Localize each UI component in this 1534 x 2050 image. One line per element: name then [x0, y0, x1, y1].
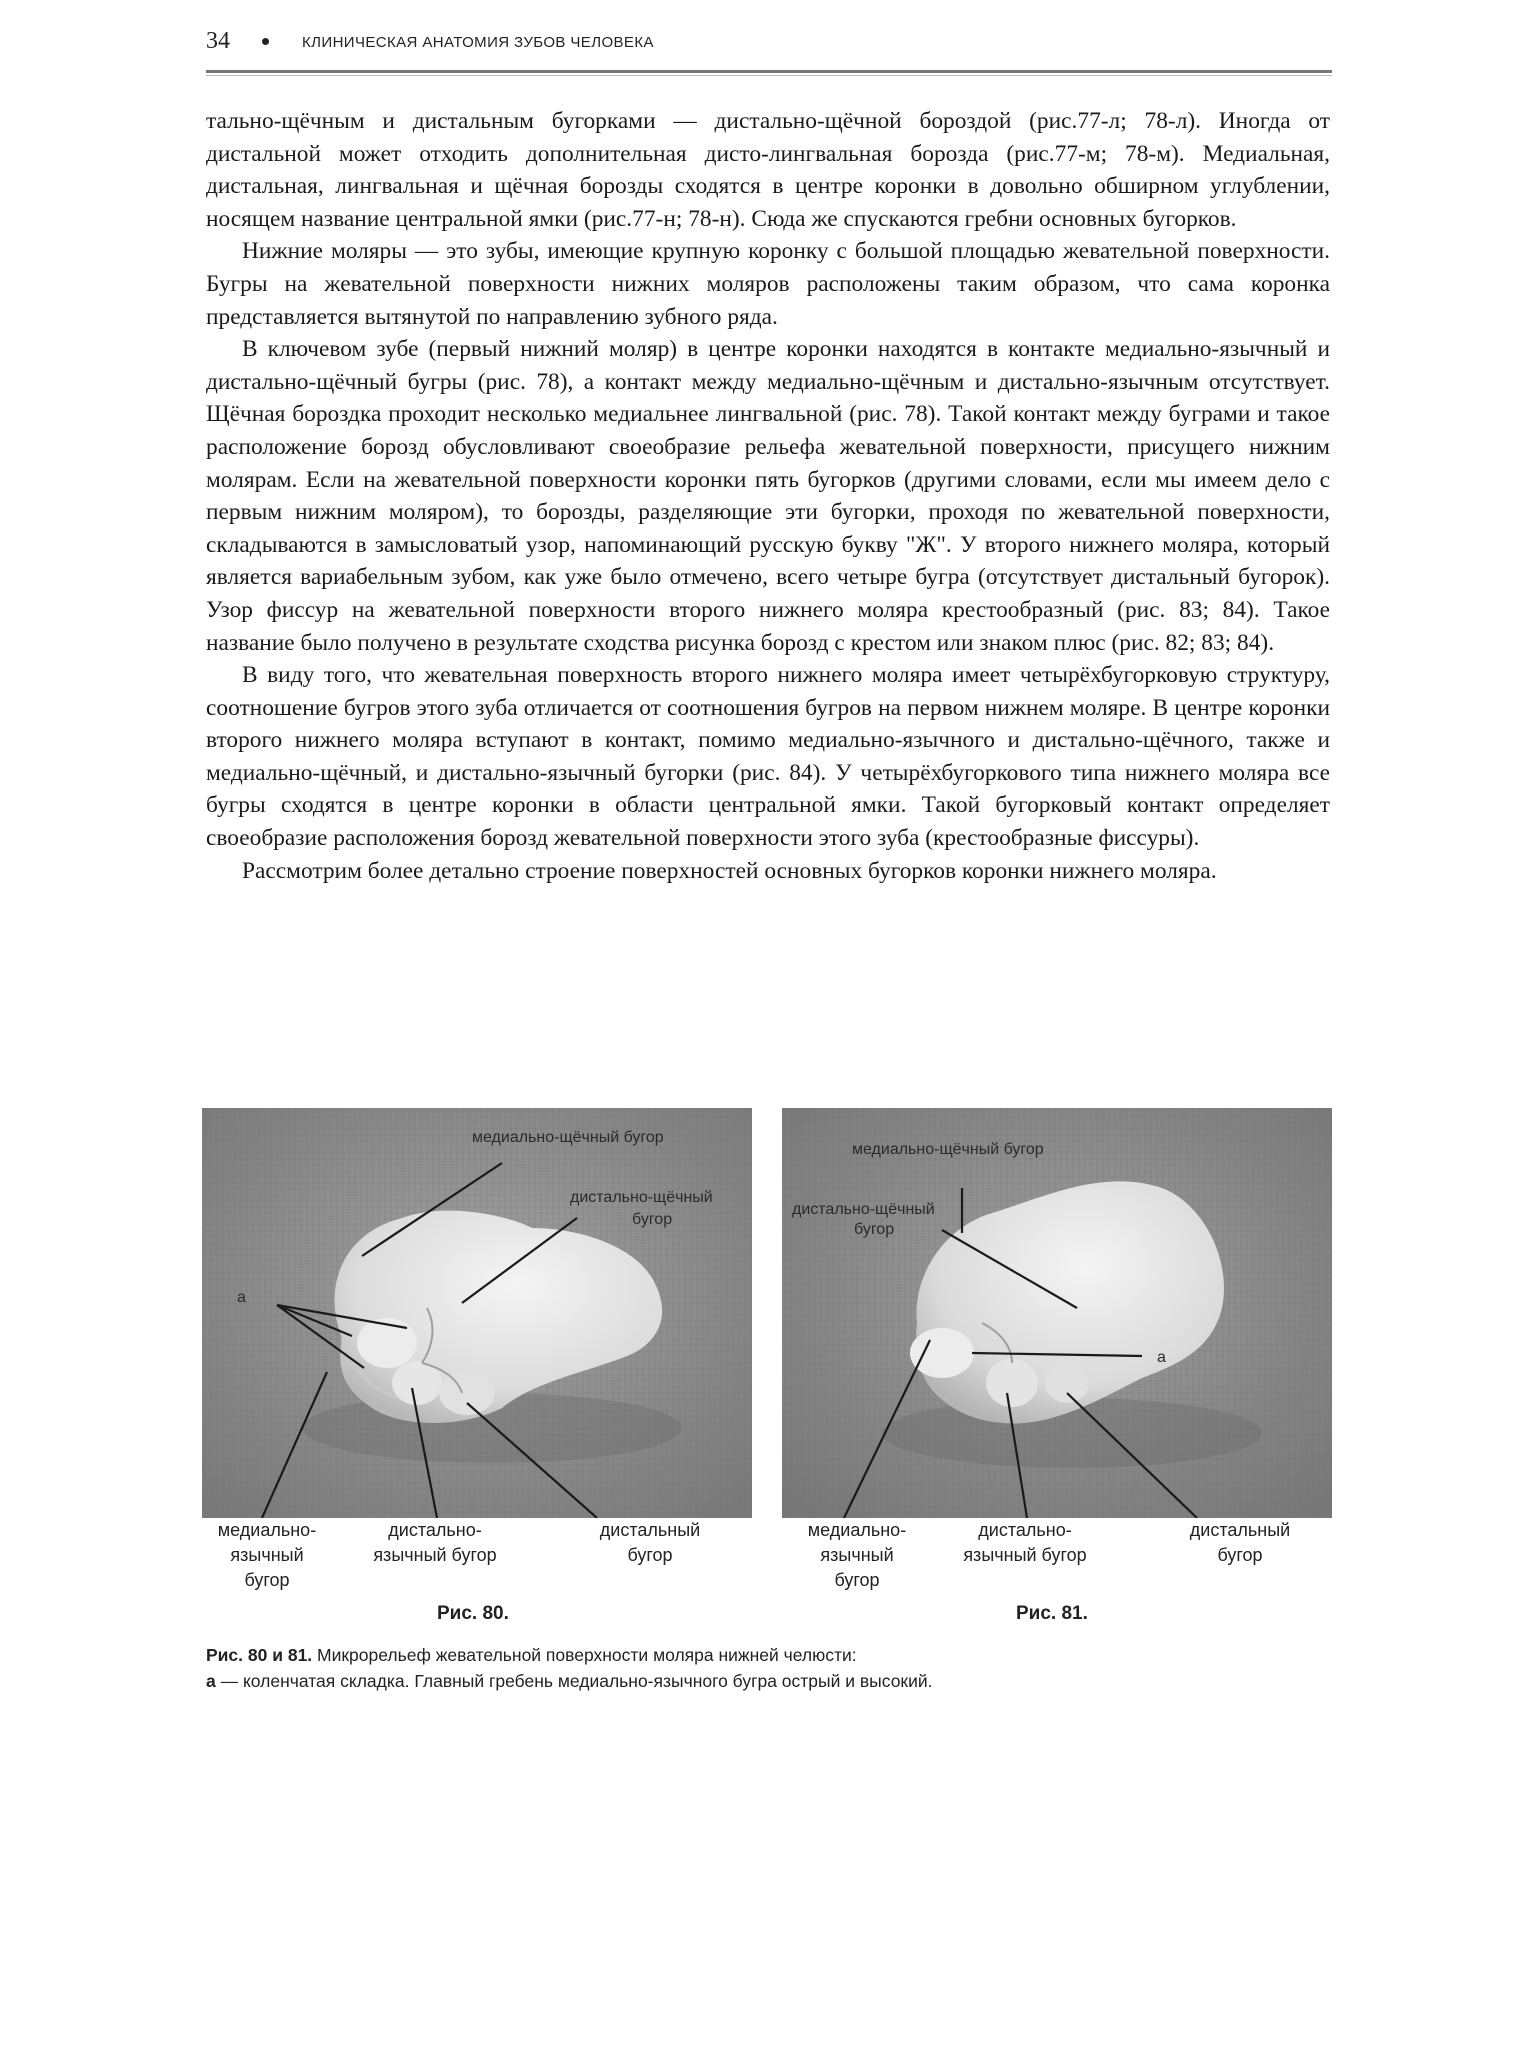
- label-distobuccal-2: бугор: [632, 1211, 673, 1228]
- body-text: [206, 105, 1330, 887]
- tooth-photo-80: [202, 1108, 752, 1518]
- caption-line-2: а — коленчатая складка. Главный гребень медиально-язычного бугра острый и высокий.: [206, 1671, 933, 1691]
- header-rule-thin: [206, 75, 1332, 76]
- label-distal-81: дистальный бугор: [1189, 1520, 1291, 1565]
- tooth-photo-81: [782, 1108, 1332, 1518]
- label-distal-80: дистальный бугор: [599, 1520, 701, 1565]
- label-a: а: [1157, 1349, 1166, 1366]
- paragraph: тально-щёчным и дистальным бугорками — дистально-щёчной бороздой (рис.77-л; 78-л). Иногда от дистальной может отходить дополнительная дисто-лингвальная борозда (рис.77-м; 78-м). Медиальная, дистальная, лингвальная и щёчная борозды сходятся в центре коронки в довольно обширном углублении, носящем название центральной ямки (рис.77-н; 78-н). Сюда же спускаются гребни основных бугорков.: [206, 108, 1330, 232]
- paragraph: Рассмотрим более детально строение поверхностей основных бугорков коронки нижнего моляра.: [242, 857, 1217, 884]
- figure-80-number: Рис. 80.: [437, 1603, 509, 1624]
- paragraph: В ключевом зубе (первый нижний моляр) в центре коронки находятся в контакте медиально-язычный и дистально-щёчный бугры (рис. 78), а контакт между медиально-щёчным и дистально-язычным отсутствует. Щёчная бороздка проходит несколько медиальнее лингвальной (рис. 78). Такой контакт между буграми и такое расположение борозд обусловливают своеобразие рельефа жевательной поверхности, присущего нижним молярам. Если на жевательной поверхности коронки пять бугорков (другими словами, если мы имеем дело с первым нижним моляром), то борозды, разделяющие эти бугорки, проходя по жевательной поверхности, складываются в замысловатый узор, напоминающий русскую букву "Ж". У второго нижнего моляра, который является вариабельным зубом, как уже было отмечено, всего четыре бугра (отсутствует дистальный бугорок). Узор фиссур на жевательной поверхности второго нижнего моляра крестообразный (рис. 83; 84). Такое название было получено в результате сходства рисунка борозд с крестом или знаком плюс (рис. 82; 83; 84).: [206, 336, 1330, 656]
- label-mesiolingual-80: медиально- язычный бугор: [217, 1520, 317, 1590]
- label-mesiobuccal: медиально-щёчный бугор: [852, 1141, 1044, 1158]
- label-mesiolingual-81: медиально- язычный бугор: [807, 1520, 907, 1590]
- figure-81-photo: [782, 1108, 1332, 1518]
- label-mesiobuccal: медиально-щёчный бугор: [472, 1129, 664, 1146]
- label-distolingual-80: дистально- язычный бугор: [373, 1520, 497, 1565]
- label-distobuccal-1: дистально-щёчный: [570, 1189, 713, 1206]
- label-a: а: [237, 1289, 246, 1306]
- paragraph: Нижние моляры — это зубы, имеющие крупную коронку с большой площадью жевательной поверхности. Бугры на жевательной поверхности нижних моляров расположены таким образом, что сама коронка представляется вытянутой по направлению зубного ряда.: [206, 238, 1330, 330]
- running-header: [206, 22, 1332, 78]
- figure-80-photo: [202, 1108, 752, 1518]
- paragraph: В виду того, что жевательная поверхность второго нижнего моляра имеет четырёхбугорковую структуру, соотношение бугров этого зуба отличается от соотношения бугров на первом нижнем моляре. В центре коронки второго нижнего моляра вступают в контакт, помимо медиально-язычного и дистально-щёчного, также и медиально-щёчный, и дистально-язычный бугорки (рис. 84). У четырёхбугоркового типа нижнего моляра все бугры сходятся в центре коронки в области центральной ямки. Такой бугорковый контакт определяет своеобразие расположения борозд жевательной поверхности этого зуба (крестообразные фиссуры).: [206, 662, 1330, 852]
- figure-81-number: Рис. 81.: [1016, 1603, 1088, 1624]
- label-distolingual-81: дистально- язычный бугор: [963, 1520, 1087, 1565]
- caption-line-1: Рис. 80 и 81. Микрорельеф жевательной поверхности моляра нижней челюсти:: [206, 1645, 857, 1665]
- running-title: КЛИНИЧЕСКАЯ АНАТОМИЯ ЗУБОВ ЧЕЛОВЕКА: [302, 34, 654, 51]
- figure-caption: [206, 1642, 1330, 1694]
- page-number: 34: [206, 28, 230, 54]
- label-distobuccal-2: бугор: [854, 1221, 895, 1238]
- header-rule: [206, 70, 1332, 73]
- label-distobuccal-1: дистально-щёчный: [792, 1201, 935, 1218]
- header-bullet: [262, 38, 269, 45]
